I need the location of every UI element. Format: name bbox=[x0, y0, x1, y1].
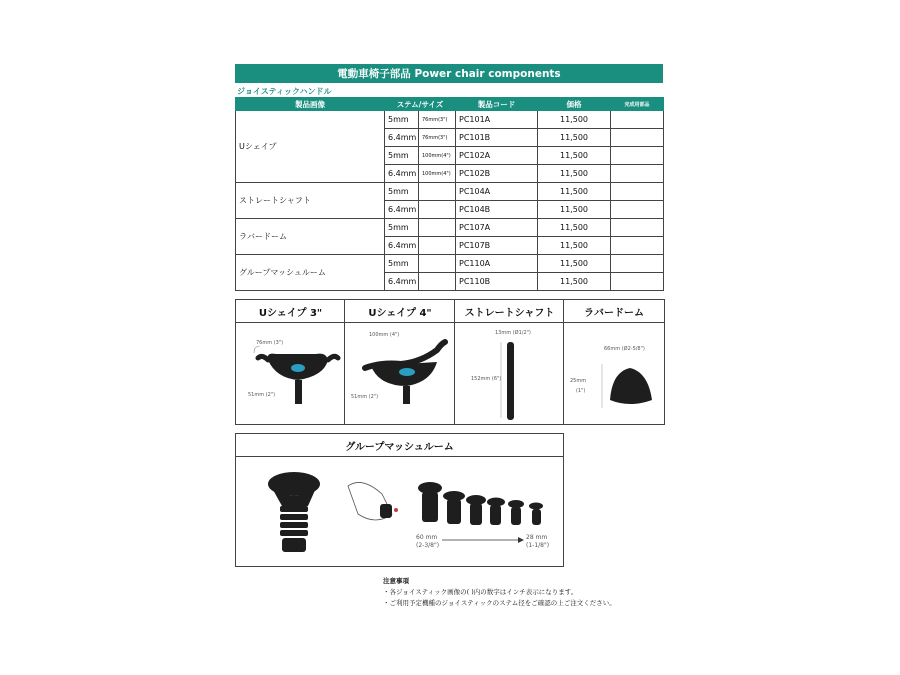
table-body bbox=[236, 111, 664, 291]
card-title: ラバードーム bbox=[564, 300, 664, 323]
size-cell bbox=[419, 273, 456, 291]
card-grooved-mushroom bbox=[235, 433, 564, 567]
completion-cell bbox=[611, 237, 664, 255]
completion-cell bbox=[611, 273, 664, 291]
price-cell: 11,500 bbox=[538, 129, 611, 147]
size-cell bbox=[419, 219, 456, 237]
table-row bbox=[236, 219, 664, 237]
length-label: 152mm (6") bbox=[471, 376, 502, 382]
code-cell: PC101A bbox=[456, 111, 538, 129]
straight-shaft-icon bbox=[455, 300, 564, 424]
code-cell: PC104A bbox=[456, 183, 538, 201]
price-cell: 11,500 bbox=[538, 273, 611, 291]
stem-cell: 6.4mm bbox=[385, 165, 419, 183]
price-cell: 11,500 bbox=[538, 219, 611, 237]
price-cell: 11,500 bbox=[538, 111, 611, 129]
stem-cell: 6.4mm bbox=[385, 201, 419, 219]
stem-cell: 6.4mm bbox=[385, 237, 419, 255]
height-label: 51mm (2") bbox=[351, 394, 379, 400]
stem-cell: 5mm bbox=[385, 255, 419, 273]
width-label: 76mm (3") bbox=[256, 340, 284, 346]
column-header-completion-part: 完成用部品 bbox=[611, 98, 664, 111]
size-cell bbox=[419, 183, 456, 201]
size-cell bbox=[419, 201, 456, 219]
code-cell: PC110B bbox=[456, 273, 538, 291]
height-label: 51mm (2") bbox=[248, 392, 276, 398]
stem-cell: 6.4mm bbox=[385, 273, 419, 291]
code-cell: PC102B bbox=[456, 165, 538, 183]
diameter-label: 13mm (Ø1/2") bbox=[495, 330, 531, 336]
stem-cell: 5mm bbox=[385, 183, 419, 201]
code-cell: PC107B bbox=[456, 237, 538, 255]
price-cell: 11,500 bbox=[538, 201, 611, 219]
card-title: ストレートシャフト bbox=[455, 300, 564, 323]
column-header-image: 製品画像 bbox=[236, 98, 385, 111]
price-cell: 11,500 bbox=[538, 255, 611, 273]
rubber-dome-icon bbox=[564, 300, 664, 424]
to-inch-label: (1-1/8") bbox=[526, 542, 550, 549]
from-inch-label: (2-3/8") bbox=[416, 542, 440, 549]
width-label: 100mm (4") bbox=[369, 332, 400, 338]
grooved-mushroom-icon bbox=[236, 434, 563, 566]
spec-table bbox=[235, 97, 664, 291]
page-title: 電動車椅子部品 Power chair components bbox=[337, 68, 561, 80]
notes-section bbox=[383, 576, 616, 609]
code-cell: PC102A bbox=[456, 147, 538, 165]
size-cell: 76mm(3") bbox=[419, 129, 456, 147]
diameter-label: 66mm (Ø2-5/8") bbox=[604, 346, 645, 352]
spec-table-container bbox=[235, 97, 663, 291]
completion-cell bbox=[611, 111, 664, 129]
table-row bbox=[236, 183, 664, 201]
u-shape-handle-icon bbox=[236, 300, 345, 424]
completion-cell bbox=[611, 129, 664, 147]
code-cell: PC107A bbox=[456, 219, 538, 237]
card-title: Uシェイプ 3" bbox=[236, 300, 345, 323]
completion-cell bbox=[611, 255, 664, 273]
column-header-stem-size: ステム/サイズ bbox=[385, 98, 456, 111]
group-name-straight-shaft: ストレートシャフト bbox=[236, 183, 385, 219]
card-title: Uシェイプ 4" bbox=[345, 300, 455, 323]
u-shape-handle-icon bbox=[345, 300, 455, 424]
stem-cell: 5mm bbox=[385, 219, 419, 237]
height-inch-label: (1") bbox=[576, 388, 586, 394]
completion-cell bbox=[611, 165, 664, 183]
to-size-label: 28 mm bbox=[526, 534, 548, 541]
code-cell: PC101B bbox=[456, 129, 538, 147]
page-title-banner bbox=[235, 64, 663, 83]
completion-cell bbox=[611, 147, 664, 165]
from-size-label: 60 mm bbox=[416, 534, 438, 541]
notes-title: 注意事項 bbox=[383, 577, 409, 585]
size-cell bbox=[419, 237, 456, 255]
column-header-price: 価格 bbox=[538, 98, 611, 111]
price-cell: 11,500 bbox=[538, 237, 611, 255]
table-row bbox=[236, 111, 664, 129]
stem-cell: 6.4mm bbox=[385, 129, 419, 147]
size-cell: 76mm(3") bbox=[419, 111, 456, 129]
code-cell: PC104B bbox=[456, 201, 538, 219]
group-name-u-shape: Uシェイプ bbox=[236, 111, 385, 183]
card-rubber-dome bbox=[563, 299, 665, 425]
price-cell: 11,500 bbox=[538, 147, 611, 165]
table-header-row bbox=[236, 98, 664, 111]
price-cell: 11,500 bbox=[538, 165, 611, 183]
card-straight-shaft bbox=[454, 299, 565, 425]
card-u-shape-4 bbox=[344, 299, 456, 425]
card-u-shape-3 bbox=[235, 299, 346, 425]
table-row bbox=[236, 255, 664, 273]
height-label: 25mm bbox=[570, 378, 587, 384]
stem-cell: 5mm bbox=[385, 111, 419, 129]
group-name-rubber-dome: ラバードーム bbox=[236, 219, 385, 255]
section-subtitle: ジョイスティックハンドル bbox=[237, 87, 332, 96]
group-name-grooved-mushroom: グループマッシュルーム bbox=[236, 255, 385, 291]
size-cell: 100mm(4") bbox=[419, 147, 456, 165]
size-cell bbox=[419, 255, 456, 273]
code-cell: PC110A bbox=[456, 255, 538, 273]
price-cell: 11,500 bbox=[538, 183, 611, 201]
note-line: ・各ジョイスティック画像の( )内の数字はインチ表示になります。 bbox=[383, 588, 578, 596]
size-cell: 100mm(4") bbox=[419, 165, 456, 183]
note-line: ・ご利用予定機種のジョイスティックのステム径をご確認の上ご注文ください。 bbox=[383, 599, 616, 607]
completion-cell bbox=[611, 219, 664, 237]
card-title: グループマッシュルーム bbox=[236, 434, 563, 457]
column-header-code: 製品コード bbox=[456, 98, 538, 111]
stem-cell: 5mm bbox=[385, 147, 419, 165]
completion-cell bbox=[611, 201, 664, 219]
completion-cell bbox=[611, 183, 664, 201]
